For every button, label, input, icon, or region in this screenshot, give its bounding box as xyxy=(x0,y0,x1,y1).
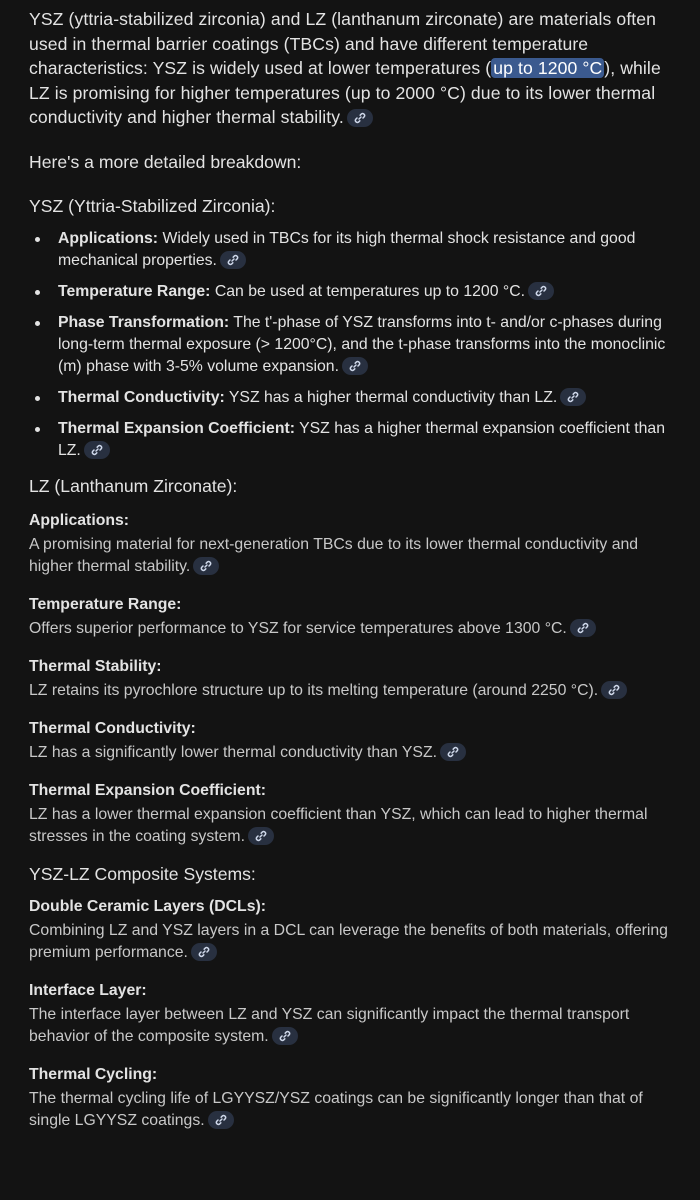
list-item xyxy=(29,387,680,409)
source-link-chip[interactable] xyxy=(208,1111,234,1129)
lz-section xyxy=(29,594,680,640)
source-link-chip[interactable] xyxy=(560,388,586,406)
list-item xyxy=(29,418,680,462)
section-body-text: The thermal cycling life of LGYYSZ/YSZ coatings can be significantly longer than that of single LGYYSZ coatings. xyxy=(29,1089,643,1129)
source-link-chip[interactable] xyxy=(440,743,466,761)
section-body xyxy=(29,1088,680,1132)
section-body xyxy=(29,618,680,640)
link-icon xyxy=(91,444,103,456)
source-link-chip[interactable] xyxy=(272,1027,298,1045)
section-body-text: Combining LZ and YSZ layers in a DCL can leverage the benefits of both materials, offering premium performance. xyxy=(29,921,668,961)
link-icon xyxy=(279,1030,291,1042)
lz-section xyxy=(29,780,680,848)
section-body-text: LZ retains its pyrochlore structure up to its melting temperature (around 2250 °C). xyxy=(29,681,599,699)
intro-text-before: YSZ (yttria-stabilized zirconia) and LZ (lanthanum zirconate) are materials often used in thermal barrier coatings (TBCs) and have different temperature characteristics: YSZ is widely used at lower temperatures ( xyxy=(29,9,657,79)
item-term: Temperature Range: xyxy=(58,282,211,300)
section-title: Thermal Cycling: xyxy=(29,1065,158,1083)
section-body-text: LZ has a lower thermal expansion coefficient than YSZ, which can lead to higher thermal stresses in the coating system. xyxy=(29,805,648,845)
source-link-chip[interactable] xyxy=(601,681,627,699)
section-body xyxy=(29,680,680,702)
item-text: The t'-phase of YSZ transforms into t- and/or c-phases during long-term thermal exposure (> 1200°C), and the t-phase transforms into the monoclinic (m) phase with 3-5% volume expansion. xyxy=(58,313,666,375)
composite-section xyxy=(29,980,680,1048)
item-text: YSZ has a higher thermal conductivity than LZ. xyxy=(224,388,558,406)
item-term: Thermal Conductivity: xyxy=(58,388,225,406)
section-title: Interface Layer: xyxy=(29,981,147,999)
item-term: Applications: xyxy=(58,229,159,247)
section-body xyxy=(29,804,680,848)
source-link-chip[interactable] xyxy=(570,619,596,637)
highlighted-text[interactable]: up to 1200 °C xyxy=(493,58,603,79)
list-item xyxy=(29,228,680,272)
section-title: Temperature Range: xyxy=(29,595,182,613)
source-link-chip[interactable] xyxy=(528,282,554,300)
link-icon xyxy=(354,112,366,124)
composite-section xyxy=(29,896,680,964)
section-title: Applications: xyxy=(29,511,130,529)
link-icon xyxy=(608,684,620,696)
source-link-chip[interactable] xyxy=(342,357,368,375)
section-body xyxy=(29,742,680,764)
lz-section xyxy=(29,656,680,702)
section-title: Thermal Stability: xyxy=(29,657,162,675)
link-icon xyxy=(447,746,459,758)
intro-paragraph xyxy=(29,7,680,130)
section-title: Thermal Expansion Coefficient: xyxy=(29,781,266,799)
intro-text-after: ), while LZ is promising for higher temperatures (up to 2000 °C) due to its lower thermal conductivity and higher thermal stability. xyxy=(29,58,661,128)
list-item xyxy=(29,281,680,303)
link-icon xyxy=(535,285,547,297)
section-body-text: The interface layer between LZ and YSZ can significantly impact the thermal transport behavior of the composite system. xyxy=(29,1005,630,1045)
source-link-chip[interactable] xyxy=(220,251,246,269)
source-link-chip[interactable] xyxy=(193,557,219,575)
item-text: YSZ has a higher thermal expansion coefficient than LZ. xyxy=(58,419,665,459)
section-body xyxy=(29,534,680,578)
source-link-chip[interactable] xyxy=(248,827,274,845)
section-body xyxy=(29,1004,680,1048)
item-term: Phase Transformation: xyxy=(58,313,230,331)
composite-section xyxy=(29,1064,680,1132)
link-icon xyxy=(227,254,239,266)
section-title: Double Ceramic Layers (DCLs): xyxy=(29,897,267,915)
link-icon xyxy=(200,560,212,572)
section-body xyxy=(29,920,680,964)
list-item xyxy=(29,312,680,378)
section-body-text: LZ has a significantly lower thermal conductivity than YSZ. xyxy=(29,743,437,761)
link-icon xyxy=(577,622,589,634)
link-icon xyxy=(567,391,579,403)
source-link-chip[interactable] xyxy=(191,943,217,961)
ysz-list xyxy=(29,228,680,462)
link-icon xyxy=(198,946,210,958)
item-text: Widely used in TBCs for its high thermal shock resistance and good mechanical properties. xyxy=(58,229,636,269)
lz-section xyxy=(29,510,680,578)
section-title: Thermal Conductivity: xyxy=(29,719,196,737)
item-text: Can be used at temperatures up to 1200 °C. xyxy=(210,282,526,300)
lz-section xyxy=(29,718,680,764)
source-link-chip[interactable] xyxy=(347,109,373,127)
link-icon xyxy=(349,360,361,372)
lz-heading: LZ (Lanthanum Zirconate): xyxy=(29,475,238,496)
section-body-text: Offers superior performance to YSZ for service temperatures above 1300 °C. xyxy=(29,619,567,637)
composite-heading: YSZ-LZ Composite Systems: xyxy=(29,863,256,884)
ysz-heading: YSZ (Yttria-Stabilized Zirconia): xyxy=(29,195,276,216)
link-icon xyxy=(215,1114,227,1126)
section-body-text: A promising material for next-generation TBCs due to its lower thermal conductivity and higher thermal stability. xyxy=(29,535,639,575)
link-icon xyxy=(255,830,267,842)
breakdown-intro: Here's a more detailed breakdown: xyxy=(29,151,302,172)
item-term: Thermal Expansion Coefficient: xyxy=(58,419,295,437)
source-link-chip[interactable] xyxy=(84,441,110,459)
